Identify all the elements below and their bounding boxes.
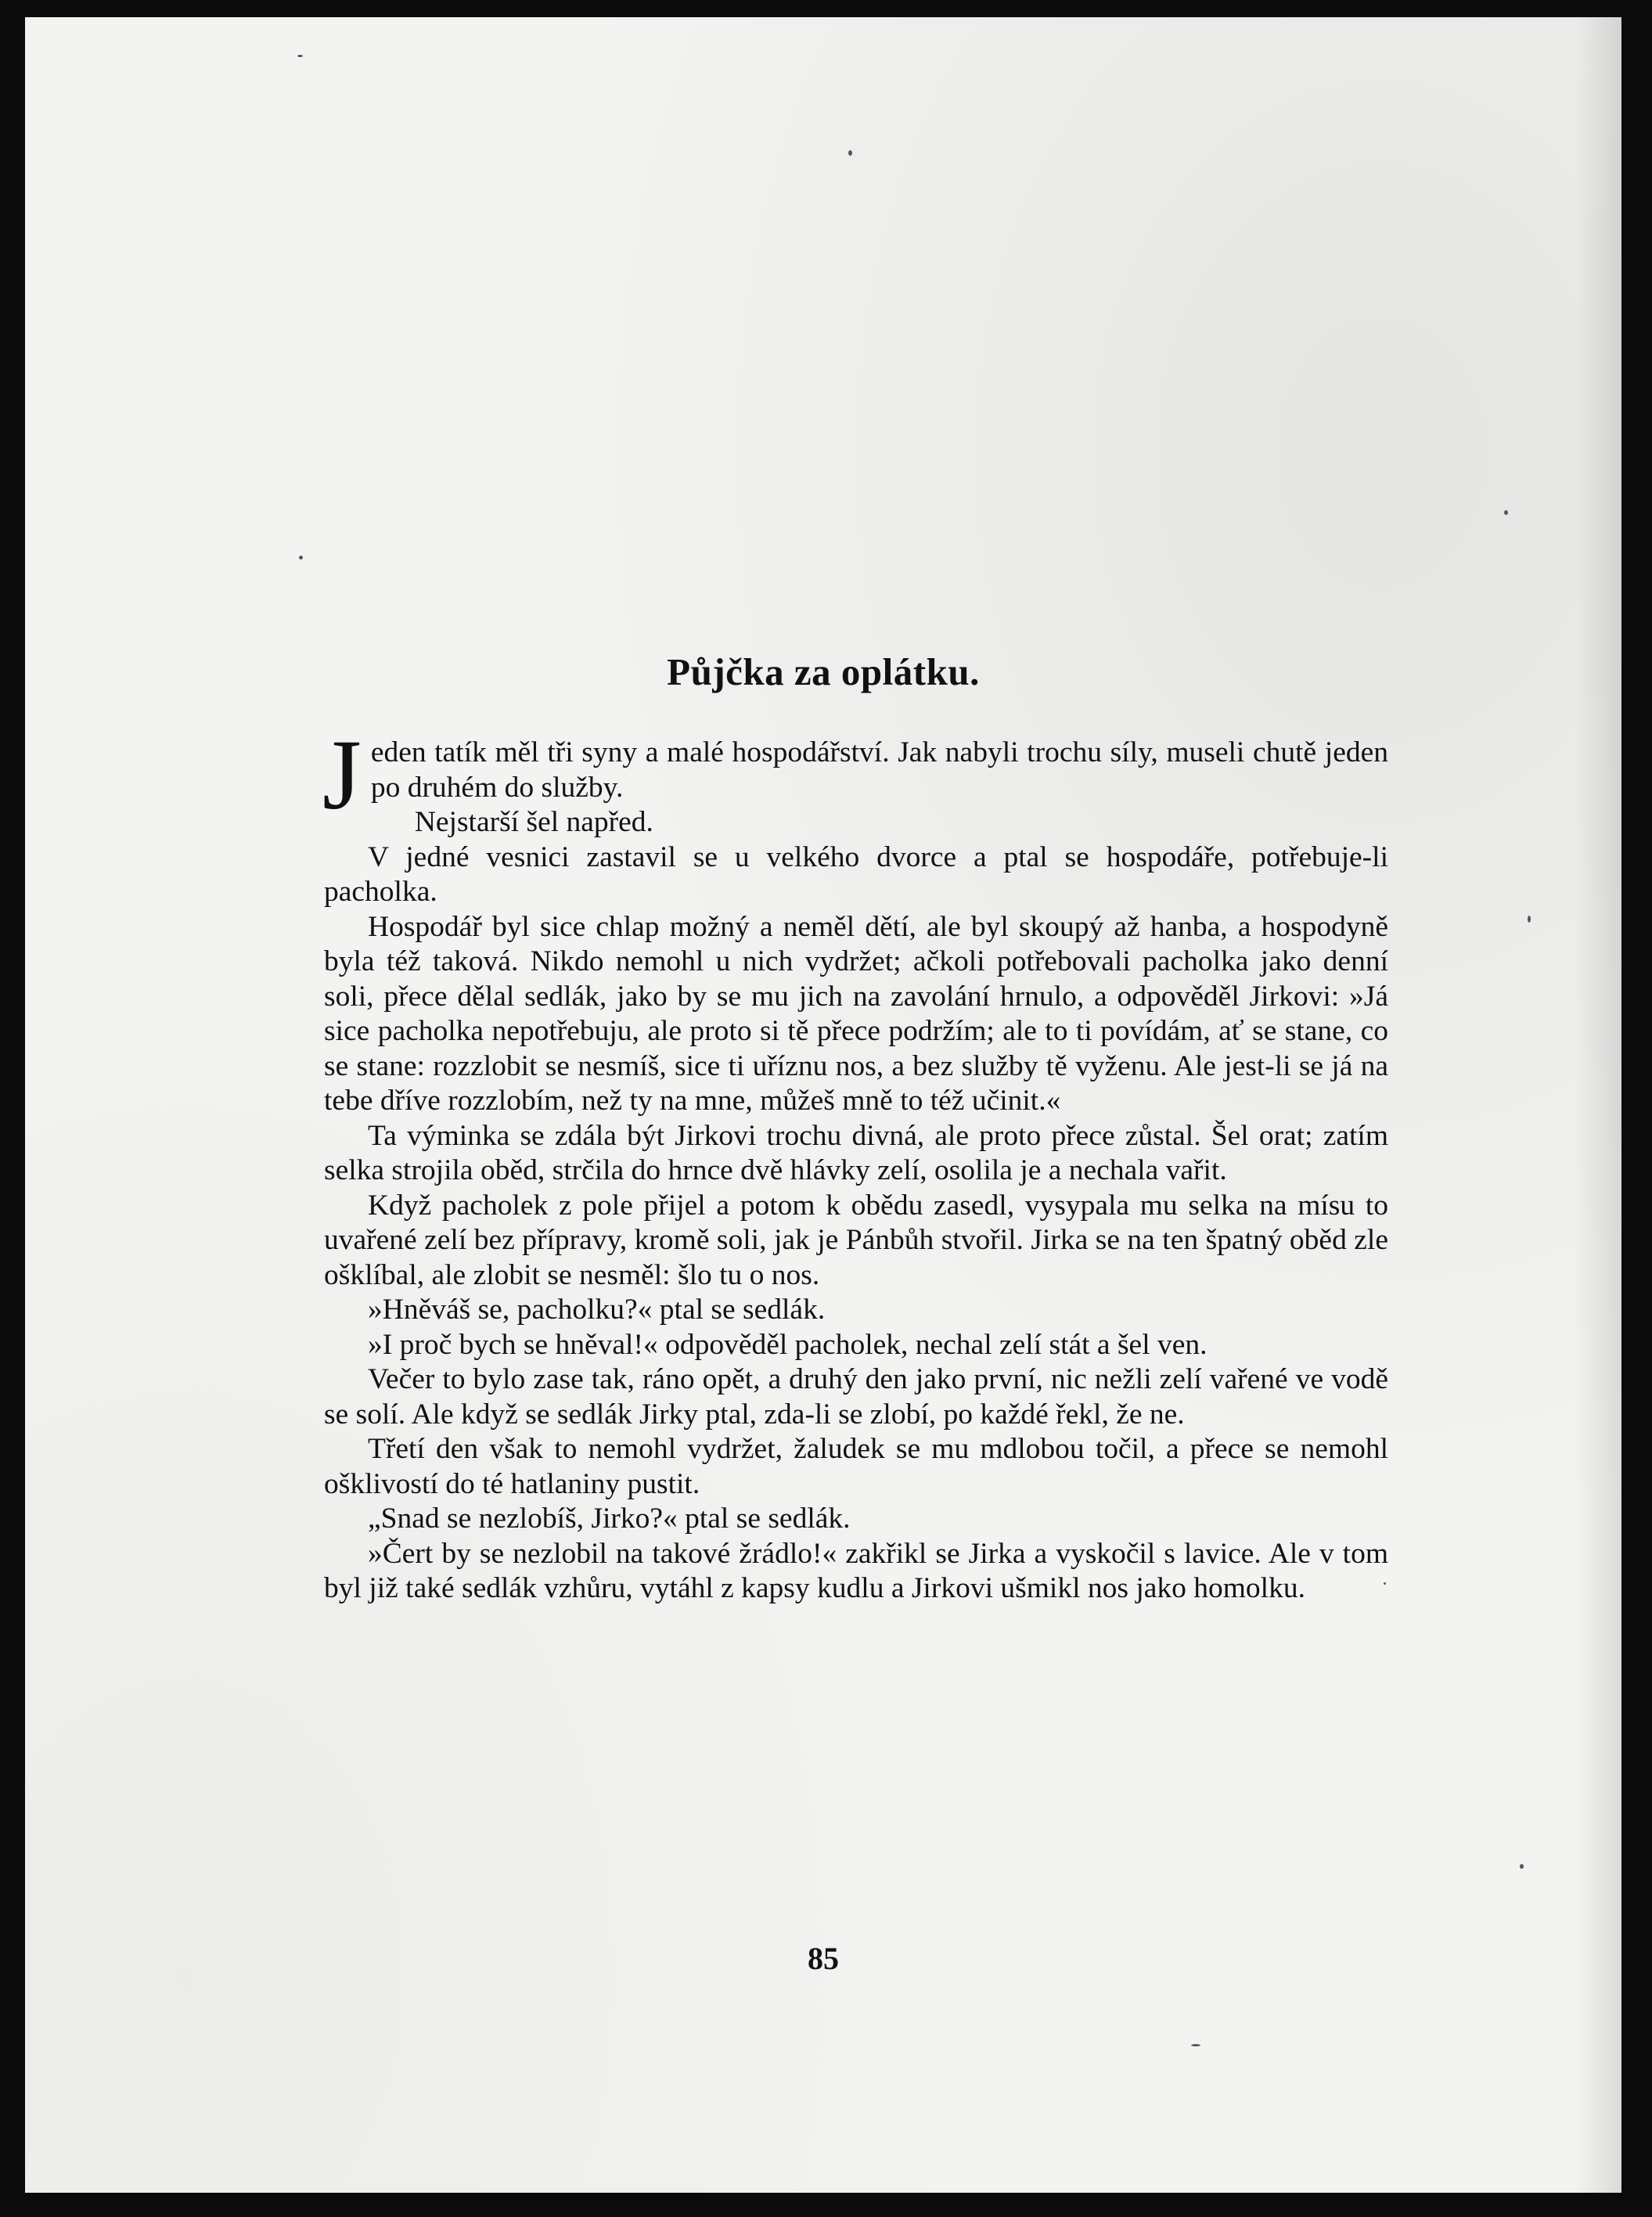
paragraph-8: »I proč bych se hněval!« odpověděl pacholek, nechal zelí stát a šel ven. xyxy=(368,1328,1208,1361)
paragraph-7: »Hněváš se, pacholku?« ptal se sedlák. xyxy=(368,1294,826,1326)
paragraph-5: Ta výminka se zdála být Jirkovi trochu divná, ale proto přece zůstal. Šel orat; zatím selka strojila oběd, strčila do hrnce dvě hlávky zelí, osolila je a nechala vařit. xyxy=(324,1119,1388,1186)
paragraph-4: Hospodář byl sice chlap možný a neměl dětí, ale byl skoupý až hanba, a hospodyně byla též taková. Nikdo nemohl u nich vydržet; ačkoli potřebovali pacholka jako denní soli, přece dělal sedlák, jako by se mu jich na zavolání hrnulo, a odpověděl Jirkovi: »Já sice pacholka nepotřebuju, ale proto si tě přece podržím; ale to ti povídám, ať se stane, co se stane: rozzlobit se nesmíš, sice ti uříznu nos, a bez služby tě vyženu. Ale jest-li se já na tebe dříve rozzlobím, než ty na mne, můžeš mně to též učinit.« xyxy=(324,910,1388,1117)
paragraph-6: Když pacholek z pole přijel a potom k obědu zasedl, vysypala mu selka na mísu to uvařené zelí bez přípravy, kromě soli, jak je Pánbůh stvořil. Jirka se na ten špatný oběd zle ošklíbal, ale zlobit se nesměl: šlo tu o nos. xyxy=(324,1189,1388,1291)
story-body xyxy=(322,719,1388,1607)
paragraph-11: „Snad se nezlobíš, Jirko?« ptal se sedlák. xyxy=(368,1503,851,1535)
paragraph-3: V jedné vesnici zastavil se u velkého dvorce a ptal se hospodáře, potřebuje-li pacholka. xyxy=(324,840,1388,908)
drop-cap: J xyxy=(322,719,362,830)
paper-speck xyxy=(1191,2044,1200,2046)
paper-speck xyxy=(299,556,303,560)
paragraph-2: Nejstarší šel napřed. xyxy=(414,806,653,838)
page-shadow xyxy=(1575,17,1621,2193)
paragraph-10: Třetí den však to nemohl vydržet, žaludek se mu mdlobou točil, a přece se nemohl ošklivostí do té hatlaniny pustit. xyxy=(324,1433,1388,1500)
paper-speck xyxy=(1520,1864,1524,1869)
paragraph-1-text: eden tatík měl tři syny a malé hospodářství. Jak nabyli trochu síly, museli chutě jeden po druhém do služby. xyxy=(370,736,1388,804)
paper-speck xyxy=(297,55,303,57)
story-title: Půjčka za oplátku. xyxy=(667,650,980,693)
paragraph-12: »Čert by se nezlobil na takové žrádlo!« zakřikl se Jirka a vyskočil s lavice. Ale v tom byl již také sedlák vzhůru, vytáhl z kapsy kudlu a Jirkovi ušmikl nos jako homolku. xyxy=(324,1537,1388,1604)
paper-speck xyxy=(1528,916,1531,923)
paragraph-9: Večer to bylo zase tak, ráno opět, a druhý den jako první, nic nežli zelí vařené ve vodě se solí. Ale když se sedlák Jirky ptal, zda-li se zlobí, po každé řekl, že ne. xyxy=(324,1363,1388,1431)
book-page xyxy=(25,17,1621,2193)
paper-speck xyxy=(848,150,852,156)
paper-speck xyxy=(1504,510,1508,515)
page-number: 85 xyxy=(808,1941,839,1976)
